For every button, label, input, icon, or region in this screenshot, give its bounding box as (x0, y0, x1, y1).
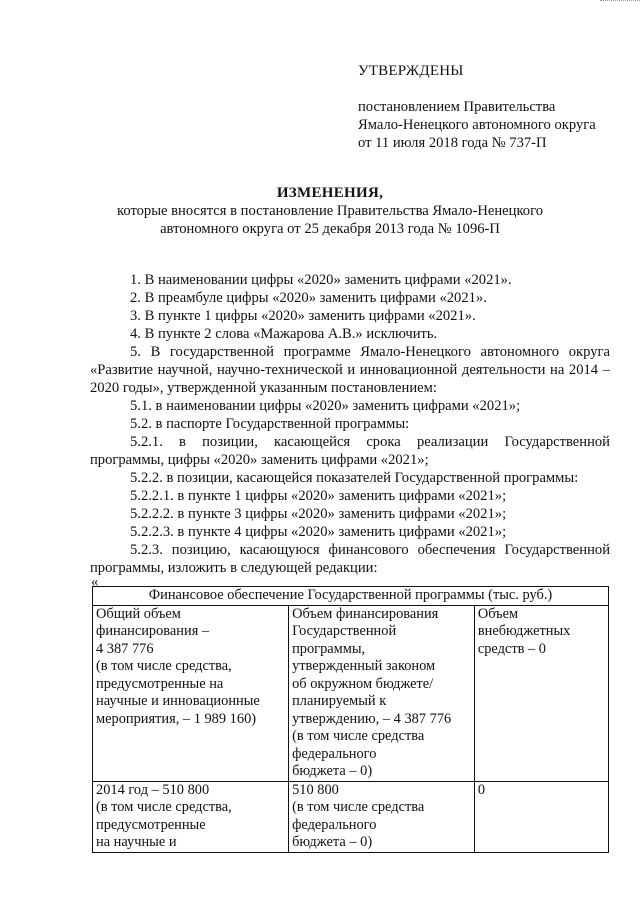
table-cell (289, 605, 475, 781)
document-title-block (60, 184, 600, 238)
cell-line: федерального (292, 816, 377, 833)
list-item: 5.2.2.2. в пункте 3 цифры «2020» заменить цифрами «2021»; (130, 506, 507, 522)
cell-line: на научные и (96, 834, 177, 850)
table-cell (93, 605, 289, 781)
cell-line: 4 387 776 (96, 640, 154, 657)
cell-line: (в том числе средства, (96, 799, 232, 815)
list-item: 5.2.3. позицию, касающуюся финансового обеспечения Государственной программы, изложить в следующей редакции: (90, 542, 610, 576)
list-item: 2. В преамбуле цифры «2020» заменить цифрами «2021». (130, 290, 487, 306)
list-item: 5.2.2. в позиции, касающейся показателей Государственной программы: (130, 470, 579, 486)
cell-line: Государственной (292, 623, 397, 639)
list-item: 5.2. в паспорте Государственной программы: (130, 416, 410, 432)
table-row (93, 781, 609, 852)
cell-line: утверждению, – 4 387 776 (292, 710, 452, 727)
cell-line: программы, (292, 640, 366, 657)
approval-line: постановлением Правительства (358, 99, 556, 115)
cell-line: 2014 год – 510 800 (96, 781, 210, 798)
cell-line: Общий объем (96, 605, 181, 622)
cell-line: предусмотренные на (96, 675, 224, 692)
cell-line: 510 800 (292, 781, 339, 798)
cell-line: бюджета – 0) (292, 763, 373, 779)
cell-line: (в том числе средства, (96, 658, 232, 674)
approval-line: Ямало-Ненецкого автономного округа (358, 117, 596, 133)
list-item: 5.2.2.3. в пункте 4 цифры «2020» заменить цифрами «2021»; (130, 524, 507, 540)
document-subtitle-line: которые вносятся в постановление Правительства Ямало-Ненецкого (116, 203, 544, 219)
cell-line: 0 (477, 781, 486, 798)
list-item: 1. В наименовании цифры «2020» заменить цифрами «2021». (130, 272, 512, 288)
page-corner-mark (600, 0, 640, 4)
list-item: 5. В государственной программе Ямало-Ненецкого автономного округа «Развитие научной, научно-технической и инновационной деятельности на 2014 – 2020 годы», утвержденной указанным постановлением: (90, 344, 610, 396)
cell-line: научные и инновационные (96, 693, 260, 709)
cell-line: средств – 0 (477, 640, 546, 657)
cell-line: об окружном бюджете/ (292, 675, 434, 692)
financing-table (92, 586, 609, 853)
cell-line: (в том числе средства (292, 799, 425, 815)
approval-heading: УТВЕРЖДЕНЫ (358, 63, 464, 79)
table-row (93, 605, 609, 781)
list-item: 3. В пункте 1 цифры «2020» заменить цифрами «2021». (130, 308, 476, 324)
list-item: 5.2.1. в позиции, касающейся срока реализации Государственной программы, цифры «2020» заменить цифрами «2021»; (90, 434, 610, 468)
table-header-row (93, 587, 609, 606)
cell-line: федерального (292, 745, 377, 762)
list-item: 5.1. в наименовании цифры «2020» заменить цифрами «2021»; (130, 398, 521, 414)
cell-line: внебюджетных (477, 623, 571, 639)
approval-line: от 11 июля 2018 года № 737-П (358, 135, 547, 151)
list-item: 4. В пункте 2 слова «Мажарова А.В.» исключить. (130, 326, 438, 342)
document-body (90, 271, 610, 577)
approval-block (358, 62, 596, 152)
document-subtitle-line: автономного округа от 25 декабря 2013 года № 1096-П (160, 221, 500, 237)
cell-line: финансирования – (96, 623, 210, 639)
cell-line: планируемый к (292, 693, 387, 709)
table-cell (474, 605, 608, 781)
cell-line: бюджета – 0) (292, 834, 373, 850)
table-cell (289, 781, 475, 852)
table-header-cell: Финансовое обеспечение Государственной программы (тыс. руб.) (93, 587, 609, 606)
cell-line: Объем (477, 605, 519, 622)
document-title: ИЗМЕНЕНИЯ, (276, 185, 384, 201)
table-cell (93, 781, 289, 852)
table-cell (474, 781, 608, 852)
cell-line: утвержденный законом (292, 658, 436, 674)
list-item: 5.2.2.1. в пункте 1 цифры «2020» заменить цифрами «2021»; (130, 488, 507, 504)
cell-line: мероприятия, – 1 989 160) (96, 710, 257, 727)
cell-line: Объем финансирования (292, 605, 439, 622)
cell-line: (в том числе средства (292, 728, 425, 744)
opening-quote-mark: « (91, 574, 99, 590)
cell-line: предусмотренные (96, 816, 206, 833)
